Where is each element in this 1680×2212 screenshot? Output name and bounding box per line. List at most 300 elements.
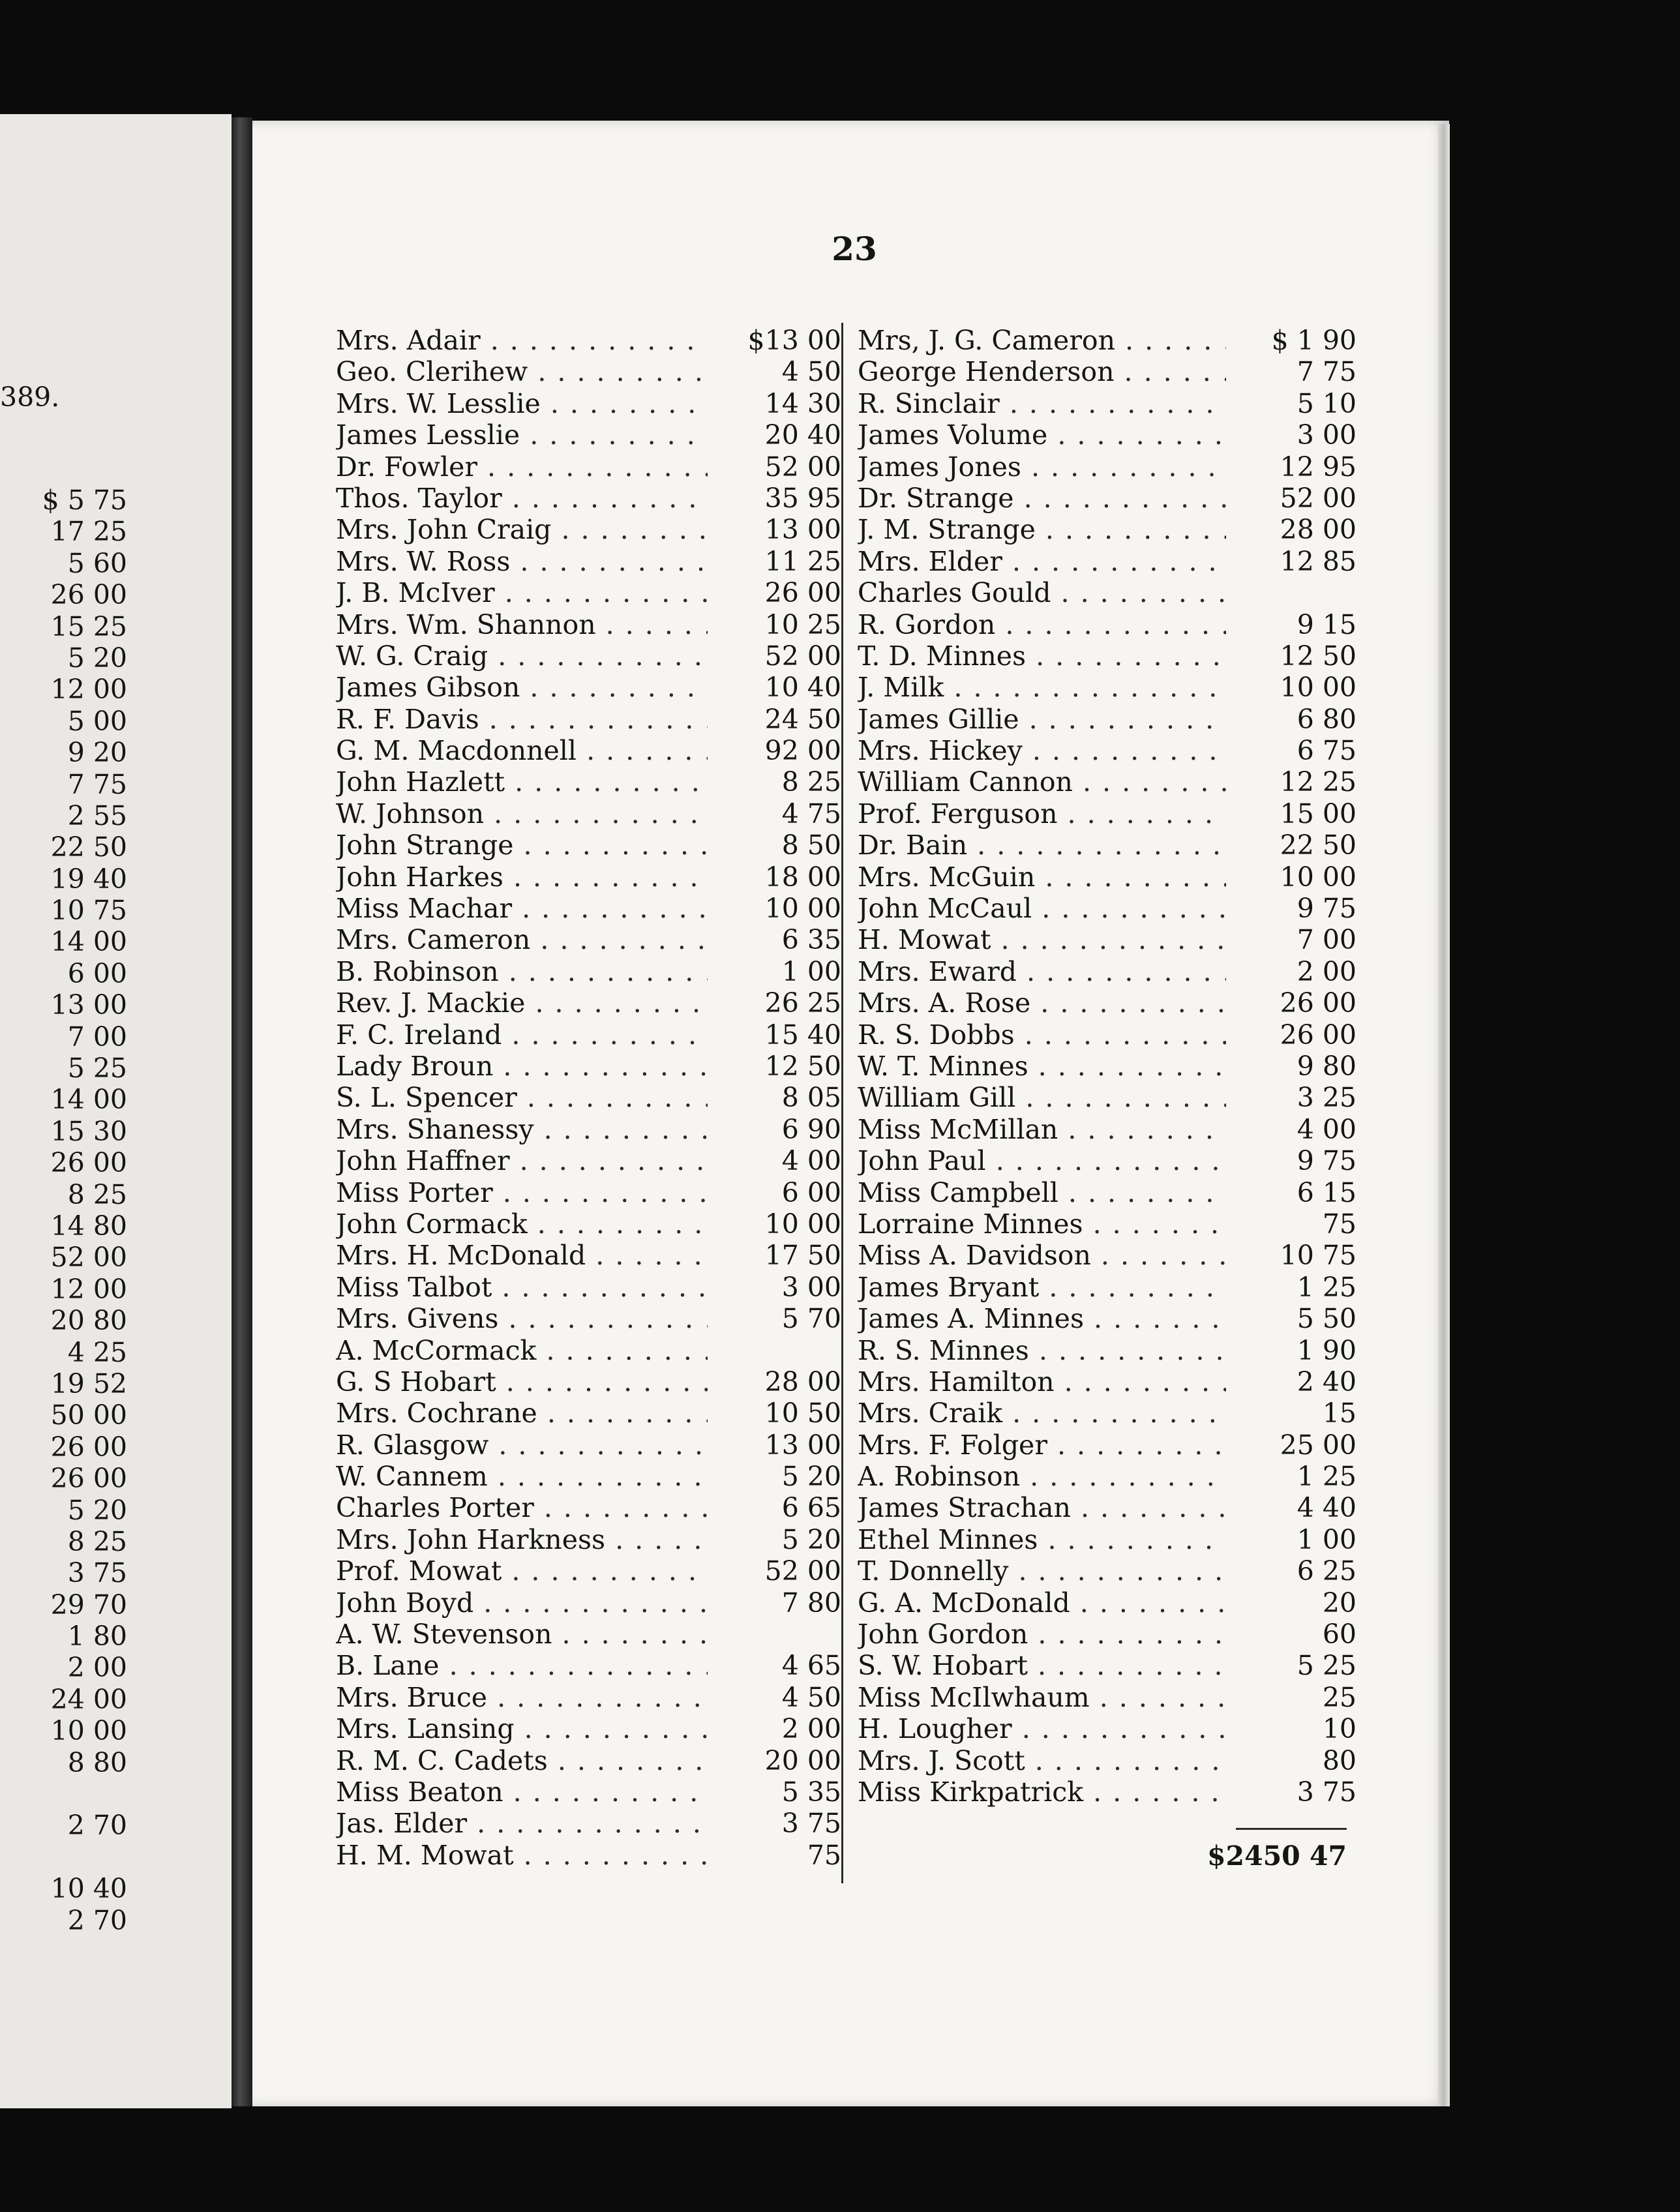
subscriber-name: W. T. Minnes . . .: [858, 1051, 1226, 1082]
subscriber-row: [858, 546, 1357, 577]
subscriber-row: [858, 1555, 1357, 1587]
left-page-amount: 5 60: [67, 547, 127, 579]
subscriber-name: John McCaul . . .: [858, 893, 1226, 924]
subscription-amount: 4 50: [781, 356, 841, 388]
subscriber-name: James Gibson . . .: [336, 672, 708, 703]
subscription-amount: 7 80: [781, 1587, 841, 1619]
subscription-amount: 3 00: [781, 1271, 841, 1303]
subscriber-row: [336, 924, 841, 955]
subscriber-row: [336, 893, 841, 924]
subscriber-row: [336, 704, 841, 735]
subscription-amount: 1 25: [1297, 1271, 1357, 1303]
subscription-amount: 10 75: [1280, 1240, 1357, 1272]
subscription-amount: 6 15: [1297, 1176, 1357, 1208]
subscriber-row: [858, 766, 1357, 798]
left-page-amount: 7 00: [67, 1021, 127, 1053]
subscriber-name: Mrs. F. Folger . . .: [858, 1429, 1226, 1461]
left-page-amount: 10 75: [50, 895, 127, 927]
subscriber-row: [858, 893, 1357, 924]
subscriber-row: [858, 325, 1357, 356]
subscriber-name: R. M. C. Cadets . . .: [336, 1745, 708, 1776]
subscriber-row: [336, 1272, 841, 1303]
subscriber-name: R. Sinclair . . .: [858, 388, 1226, 419]
subscription-amount: 8 25: [781, 766, 841, 798]
left-page-amount: 14 00: [50, 926, 127, 958]
subscriber-row: [336, 356, 841, 387]
subscription-amount: 4 50: [781, 1681, 841, 1713]
subscriber-row: [336, 1397, 841, 1429]
subscriber-name: William Gill . . .: [858, 1082, 1226, 1113]
subscriber-name: Lorraine Minnes . . .: [858, 1208, 1226, 1240]
subscriber-row: [858, 1682, 1357, 1713]
subscriber-row: [336, 861, 841, 893]
subscription-amount: 8 50: [781, 830, 841, 861]
subscription-amount: 5 20: [781, 1523, 841, 1555]
subscriber-name: F. C. Ireland . . .: [336, 1019, 708, 1051]
subscriber-row: [858, 1619, 1357, 1650]
subscription-amount: 10 00: [764, 893, 841, 925]
subscription-amount: 12 25: [1280, 766, 1357, 798]
left-page-amount: 20 80: [50, 1305, 127, 1337]
subscription-amount: 9 75: [1297, 893, 1357, 925]
subscriber-name: Ethel Minnes . . .: [858, 1524, 1226, 1555]
left-page-amount: 26 00: [50, 1147, 127, 1179]
subscriber-row: [336, 1019, 841, 1051]
left-page-amount: 19 40: [50, 863, 127, 895]
subscription-amount: 10 00: [764, 1208, 841, 1240]
column-divider: [841, 323, 843, 1883]
left-page-amount: 8 25: [67, 1525, 127, 1557]
subscription-amount: 3 75: [781, 1808, 841, 1840]
subscription-amount: 6 00: [781, 1176, 841, 1208]
subscriber-row: [336, 1145, 841, 1176]
subscriber-name: A. McCormack . . .: [336, 1335, 708, 1366]
page-edge: [1438, 124, 1450, 2106]
subscriber-name: Mrs. Elder . . .: [858, 546, 1226, 577]
subscriber-row: [336, 1429, 841, 1461]
subscriber-row: [336, 1177, 841, 1208]
subscriber-name: John Haffner . . .: [336, 1145, 708, 1176]
subscriber-name: James Volume . . .: [858, 419, 1226, 451]
subscriber-name: Dr. Fowler . . .: [336, 451, 708, 483]
subscriber-name: B. Robinson . . .: [336, 956, 708, 987]
subscription-amount: 13 00: [764, 1429, 841, 1461]
subscriber-name: Mrs. W. Ross . . .: [336, 546, 708, 577]
subscriber-row: [858, 798, 1357, 830]
subscriber-name: James A. Minnes . . .: [858, 1303, 1226, 1334]
subscriber-list-right: [858, 325, 1357, 1808]
subscriber-name: Miss Machar . . .: [336, 893, 708, 924]
subscription-amount: 5 70: [781, 1303, 841, 1335]
subscription-amount: 11 25: [764, 545, 841, 577]
subscription-amount: 15 40: [764, 1019, 841, 1051]
subscriber-row: [858, 388, 1357, 419]
subscriber-row: [336, 1461, 841, 1492]
page-number: 23: [832, 230, 877, 268]
subscriber-row: [858, 830, 1357, 861]
subscriber-row: [336, 1776, 841, 1808]
left-page-amount: [0, 1842, 127, 1873]
left-page-amounts: [0, 485, 127, 1936]
subscriber-name: Mrs, J. G. Cameron . . .: [858, 325, 1226, 356]
grand-total: $2450 47: [1207, 1840, 1347, 1872]
subscriber-name: Miss Beaton . . .: [336, 1776, 708, 1808]
subscription-amount: 1 00: [1297, 1523, 1357, 1555]
subscription-amount: 4 00: [781, 1145, 841, 1177]
left-page-year-fragment: 389.: [0, 381, 60, 413]
subscriber-row: [336, 419, 841, 451]
subscriber-row: [858, 1745, 1357, 1776]
subscription-amount: 4 75: [781, 798, 841, 830]
subscription-amount: 25: [1322, 1681, 1357, 1713]
subscriber-row: [336, 546, 841, 577]
subscription-amount: 12 85: [1280, 545, 1357, 577]
subscription-amount: 10: [1322, 1713, 1357, 1745]
left-page-amount: 2 70: [67, 1904, 127, 1936]
subscriber-row: [858, 1114, 1357, 1145]
subscriber-row: [858, 1429, 1357, 1461]
subscription-amount: 5 35: [781, 1776, 841, 1808]
subscriber-row: [858, 1492, 1357, 1523]
subscriber-row: [336, 1524, 841, 1555]
subscriber-row: [336, 483, 841, 514]
subscriber-row: [336, 766, 841, 798]
subscriber-row: [858, 861, 1357, 893]
subscriber-name: John Strange . . .: [336, 830, 708, 861]
subscriber-name: Miss Campbell . . .: [858, 1177, 1226, 1208]
left-page-amount: 22 50: [50, 831, 127, 863]
subscriber-row: [858, 1177, 1357, 1208]
subscriber-name: G. M. Macdonnell . . .: [336, 735, 708, 766]
subscriber-name: Miss Talbot . . .: [336, 1272, 708, 1303]
subscription-amount: 8 05: [781, 1082, 841, 1114]
subscriber-name: Mrs. Cochrane . . .: [336, 1397, 708, 1429]
subscription-amount: 75: [1322, 1208, 1357, 1240]
subscriber-row: [858, 451, 1357, 483]
subscription-amount: 26 00: [1280, 1019, 1357, 1051]
subscriber-row: [336, 987, 841, 1019]
subscriber-row: [858, 1366, 1357, 1397]
left-page-amount: 10 40: [50, 1873, 127, 1905]
subscriber-row: [336, 735, 841, 766]
subscriber-name: James Bryant . . .: [858, 1272, 1226, 1303]
subscriber-row: [336, 1808, 841, 1839]
subscriber-row: [858, 1303, 1357, 1334]
subscriber-name: R. Gordon . . .: [858, 609, 1226, 640]
subscriber-name: J. M. Strange . . .: [858, 514, 1226, 545]
subscription-amount: 6 90: [781, 1113, 841, 1145]
subscription-amount: 35 95: [764, 482, 841, 514]
subscriber-row: [336, 1114, 841, 1145]
subscriber-name: G. S Hobart . . .: [336, 1366, 708, 1397]
subscriber-row: [336, 672, 841, 703]
subscription-amount: 1 90: [1297, 1334, 1357, 1366]
subscription-amount: 12 50: [764, 1050, 841, 1082]
subscriber-name: Mrs. Cameron . . .: [336, 924, 708, 955]
subscription-amount: 9 15: [1297, 608, 1357, 640]
subscriber-name: Mrs. Adair . . .: [336, 325, 708, 356]
left-page-amount: 26 00: [50, 1463, 127, 1495]
subscriber-name: Dr. Bain . . .: [858, 830, 1226, 861]
subscriber-row: [336, 956, 841, 987]
subscriber-row: [336, 1587, 841, 1619]
subscription-amount: 9 80: [1297, 1050, 1357, 1082]
left-page-amount: 12 00: [50, 674, 127, 706]
subscription-amount: 12 95: [1280, 451, 1357, 483]
subscriber-name: Mrs. W. Lesslie . . .: [336, 388, 708, 419]
subscription-amount: 4 00: [1297, 1113, 1357, 1145]
subscriber-name: H. Mowat . . .: [858, 924, 1226, 955]
left-page-amount: 2 70: [67, 1810, 127, 1842]
subscriber-list-left: [336, 325, 841, 1871]
subscriber-name: S. W. Hobart . . .: [858, 1650, 1226, 1681]
subscriber-name: Miss Porter . . .: [336, 1177, 708, 1208]
subscription-amount: 10 00: [1280, 861, 1357, 893]
subscriber-name: Mrs. Eward . . .: [858, 956, 1226, 987]
left-page-amount: 6 00: [67, 957, 127, 989]
subscriber-row: [858, 1335, 1357, 1366]
subscriber-name: James Gillie . . .: [858, 704, 1226, 735]
subscription-amount: 6 65: [781, 1492, 841, 1524]
subscriber-row: [336, 640, 841, 672]
subscriber-name: A. Robinson . . .: [858, 1461, 1226, 1492]
subscriber-row: [336, 1366, 841, 1397]
subscriber-row: [336, 514, 841, 545]
left-page-amount: 1 80: [67, 1621, 127, 1652]
subscription-amount: 28 00: [764, 1366, 841, 1397]
subscription-amount: 20 40: [764, 419, 841, 451]
subscriber-row: [858, 1082, 1357, 1113]
subscriber-row: [336, 1208, 841, 1240]
subscriber-row: [858, 735, 1357, 766]
subscriber-row: [858, 609, 1357, 640]
left-page-amount: 29 70: [50, 1589, 127, 1621]
subscription-amount: 5 10: [1297, 387, 1357, 419]
left-page-amount: 3 75: [67, 1557, 127, 1589]
subscriber-name: George Henderson . . .: [858, 356, 1226, 387]
subscriber-row: [336, 1650, 841, 1681]
left-page-amount: [0, 1778, 127, 1810]
subscriber-row: [858, 1524, 1357, 1555]
subscription-amount: 22 50: [1280, 830, 1357, 861]
subscription-amount: 10 00: [1280, 672, 1357, 704]
subscriber-name: Prof. Ferguson . . .: [858, 798, 1226, 830]
subscriber-row: [858, 1713, 1357, 1744]
subscriber-row: [336, 451, 841, 483]
left-page-amount: 26 00: [50, 579, 127, 611]
subscriber-name: Mrs. Givens . . .: [336, 1303, 708, 1334]
left-page-amount: 52 00: [50, 1242, 127, 1274]
subscription-amount: 3 25: [1297, 1082, 1357, 1114]
subscriber-row: [858, 1650, 1357, 1681]
subscriber-row: [858, 704, 1357, 735]
subscriber-row: [858, 356, 1357, 387]
subscriber-name: T. D. Minnes . . .: [858, 640, 1226, 672]
subscriber-row: [858, 1776, 1357, 1808]
subscriber-name: John Harkes . . .: [336, 861, 708, 893]
subscription-amount: 92 00: [764, 735, 841, 767]
subscriber-name: Miss McIlwhaum . . .: [858, 1682, 1226, 1713]
subscriber-row: [858, 1019, 1357, 1051]
subscription-amount: 3 75: [1297, 1776, 1357, 1808]
subscriber-name: Mrs. H. McDonald . . .: [336, 1240, 708, 1271]
subscription-amount: 2 40: [1297, 1366, 1357, 1397]
subscriber-name: A. W. Stevenson . . .: [336, 1619, 708, 1650]
subscription-amount: 20: [1322, 1587, 1357, 1619]
subscriber-row: [336, 1303, 841, 1334]
subscriber-name: H. M. Mowat . . .: [336, 1840, 708, 1871]
subscriber-name: Mrs. J. Scott . . .: [858, 1745, 1226, 1776]
subscriber-name: Mrs. Bruce . . .: [336, 1682, 708, 1713]
subscriber-row: [336, 798, 841, 830]
subscriber-name: R. S. Dobbs . . .: [858, 1019, 1226, 1051]
subscription-amount: 17 50: [764, 1240, 841, 1272]
left-page-amount: 15 25: [50, 610, 127, 642]
subscription-amount: 5 25: [1297, 1650, 1357, 1682]
left-page-amount: 7 75: [67, 768, 127, 800]
subscriber-name: Charles Porter . . .: [336, 1492, 708, 1523]
subscription-amount: 15: [1322, 1397, 1357, 1429]
subscriber-row: [336, 325, 841, 356]
total-rule: [1236, 1828, 1347, 1830]
left-page-amount: 12 00: [50, 1273, 127, 1305]
subscription-amount: 6 80: [1297, 703, 1357, 735]
subscriber-row: [336, 830, 841, 861]
subscription-amount: 52 00: [764, 451, 841, 483]
subscriber-name: Lady Broun . . .: [336, 1051, 708, 1082]
subscription-amount: 7 00: [1297, 924, 1357, 956]
left-page-amount: 5 00: [67, 705, 127, 737]
left-page-amount: 2 00: [67, 1652, 127, 1684]
subscriber-row: [336, 1240, 841, 1271]
subscriber-name: R. Glasgow . . .: [336, 1429, 708, 1461]
subscriber-row: [858, 672, 1357, 703]
subscriber-name: Rev. J. Mackie . . .: [336, 987, 708, 1019]
left-page-amount: 13 00: [50, 989, 127, 1021]
subscription-amount: 1 25: [1297, 1461, 1357, 1493]
subscriber-name: S. L. Spencer . . .: [336, 1082, 708, 1113]
subscriber-name: Miss A. Davidson . . .: [858, 1240, 1226, 1271]
left-page-amount: 5 20: [67, 642, 127, 674]
subscriber-name: John Cormack . . .: [336, 1208, 708, 1240]
left-page-amount: 2 55: [67, 800, 127, 831]
subscription-amount: 26 00: [1280, 987, 1357, 1019]
subscription-amount: 26 25: [764, 987, 841, 1019]
subscriber-row: [336, 388, 841, 419]
subscriber-row: [858, 1240, 1357, 1271]
subscriber-name: J. B. McIver . . .: [336, 577, 708, 608]
subscription-amount: 6 75: [1297, 735, 1357, 767]
subscriber-name: Dr. Strange . . .: [858, 483, 1226, 514]
left-page-amount: 4 25: [67, 1336, 127, 1368]
subscriber-name: Mrs. Wm. Shannon . . .: [336, 609, 708, 640]
subscriber-name: William Cannon . . .: [858, 766, 1226, 798]
subscriber-row: [858, 987, 1357, 1019]
subscriber-name: B. Lane . . .: [336, 1650, 708, 1681]
subscriber-row: [858, 1461, 1357, 1492]
subscriber-name: John Gordon . . .: [858, 1619, 1226, 1650]
subscriber-row: [336, 577, 841, 608]
subscriber-name: Mrs. Hamilton . . .: [858, 1366, 1226, 1397]
subscriber-name: Mrs. Lansing . . .: [336, 1713, 708, 1744]
subscription-amount: 7 75: [1297, 356, 1357, 388]
left-page-amount: 10 00: [50, 1715, 127, 1747]
subscriber-row: [336, 1082, 841, 1113]
subscription-amount: 10 25: [764, 608, 841, 640]
subscriber-row: [858, 419, 1357, 451]
subscriber-name: Jas. Elder . . .: [336, 1808, 708, 1839]
subscriber-name: R. F. Davis . . .: [336, 704, 708, 735]
left-page-amount: 15 30: [50, 1115, 127, 1147]
subscriber-row: [336, 1335, 841, 1366]
subscriber-name: Geo. Clerihew . . .: [336, 356, 708, 387]
subscriber-name: Mrs. A. Rose . . .: [858, 987, 1226, 1019]
subscriber-name: Mrs. John Craig . . .: [336, 514, 708, 545]
subscription-amount: 52 00: [1280, 482, 1357, 514]
subscription-amount: $13 00: [747, 325, 841, 356]
subscription-amount: 12 50: [1280, 640, 1357, 672]
subscriber-name: James Lesslie . . .: [336, 419, 708, 451]
subscription-amount: 60: [1322, 1619, 1357, 1651]
subscriber-name: W. Johnson . . .: [336, 798, 708, 830]
subscriber-name: Mrs. Shanessy . . .: [336, 1114, 708, 1145]
subscriber-name: G. A. McDonald . . .: [858, 1587, 1226, 1619]
subscription-amount: 18 00: [764, 861, 841, 893]
left-page-amount: 14 00: [50, 1084, 127, 1116]
subscriber-row: [336, 1051, 841, 1082]
subscription-amount: 25 00: [1280, 1429, 1357, 1461]
left-page-amount: 8 25: [67, 1178, 127, 1210]
subscriber-row: [858, 577, 1357, 608]
subscription-amount: 28 00: [1280, 514, 1357, 546]
subscriber-row: [858, 514, 1357, 545]
left-page-amount: 14 80: [50, 1210, 127, 1242]
left-page-amount: 8 80: [67, 1746, 127, 1778]
subscriber-name: R. S. Minnes . . .: [858, 1335, 1226, 1366]
left-page-amount: 5 20: [67, 1494, 127, 1526]
subscriber-row: [336, 1745, 841, 1776]
subscriber-name: Thos. Taylor . . .: [336, 483, 708, 514]
subscriber-name: H. Lougher . . .: [858, 1713, 1226, 1744]
subscription-amount: 75: [807, 1839, 841, 1871]
subscription-amount: 5 20: [781, 1461, 841, 1493]
left-page-amount: 9 20: [67, 737, 127, 769]
subscriber-name: Miss Kirkpatrick . . .: [858, 1776, 1226, 1808]
subscriber-name: James Strachan . . .: [858, 1492, 1226, 1523]
left-page-amount: 26 00: [50, 1431, 127, 1463]
subscriber-name: Mrs. Hickey . . .: [858, 735, 1226, 766]
subscriber-name: Mrs. John Harkness . . .: [336, 1524, 708, 1555]
subscription-amount: 26 00: [764, 577, 841, 609]
left-page-amount: 17 25: [50, 516, 127, 548]
subscription-amount: $ 1 90: [1271, 325, 1357, 356]
subscriber-row: [336, 1492, 841, 1523]
subscriber-name: John Paul . . .: [858, 1145, 1226, 1176]
subscription-amount: 9 75: [1297, 1145, 1357, 1177]
subscriber-name: J. Milk . . .: [858, 672, 1226, 703]
subscription-amount: 3 00: [1297, 419, 1357, 451]
subscription-amount: 1 00: [781, 955, 841, 987]
subscription-amount: 80: [1322, 1744, 1357, 1776]
subscription-amount: 2 00: [781, 1713, 841, 1745]
left-page-amount: 50 00: [50, 1399, 127, 1431]
subscription-amount: 6 35: [781, 924, 841, 956]
subscriber-name: Miss McMillan . . .: [858, 1114, 1226, 1145]
subscription-amount: 24 50: [764, 703, 841, 735]
subscription-amount: 52 00: [764, 640, 841, 672]
subscription-amount: 4 65: [781, 1650, 841, 1682]
subscriber-name: Mrs. McGuin . . .: [858, 861, 1226, 893]
